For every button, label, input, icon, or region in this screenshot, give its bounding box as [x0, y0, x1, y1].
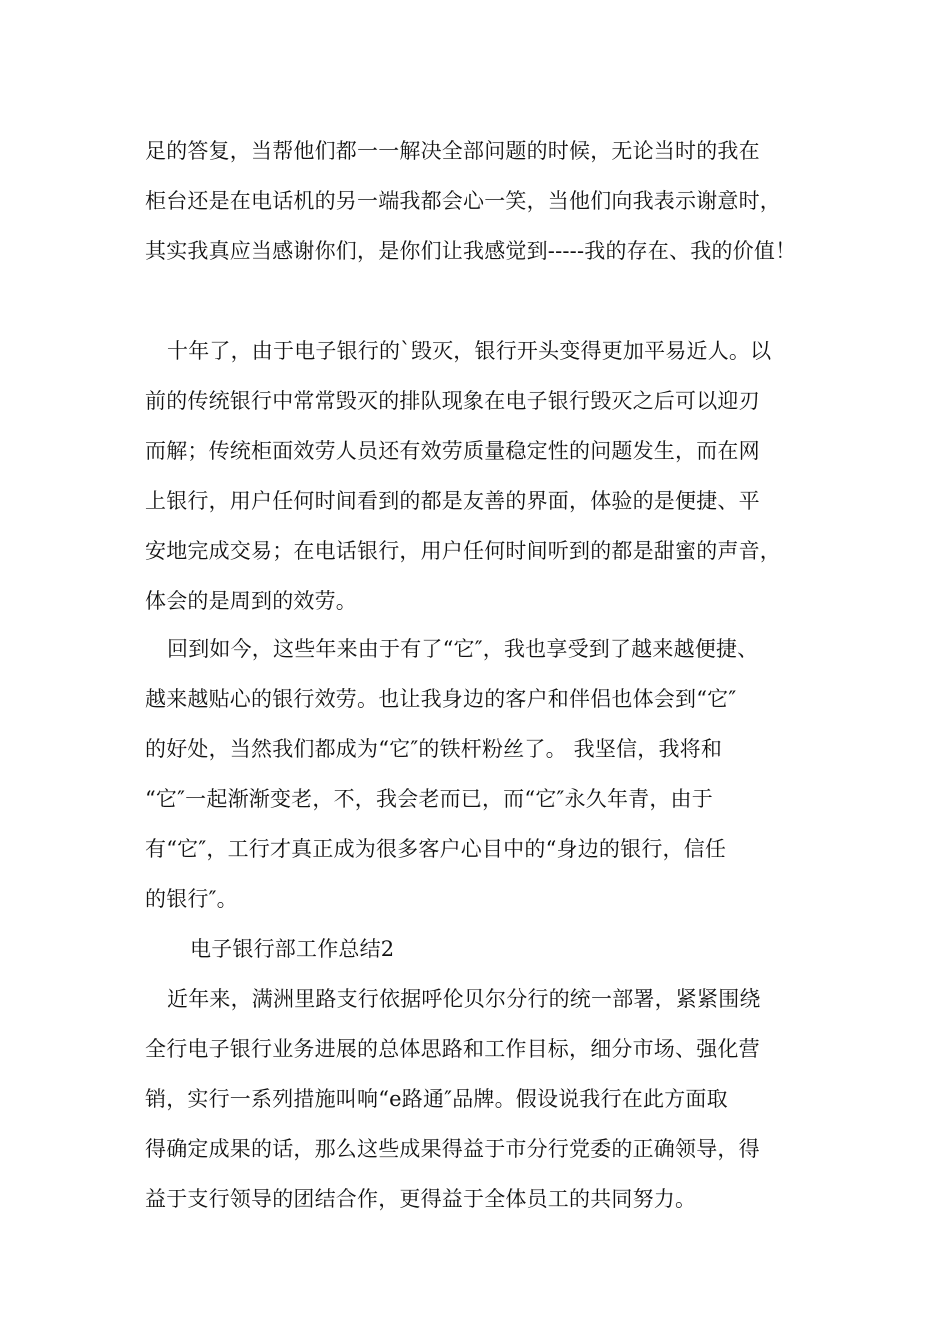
paragraph-line: 体会的是周到的效劳。	[145, 589, 357, 613]
paragraph-line: 有“它″，工行才真正成为很多客户心目中的“身边的银行，信任	[145, 837, 727, 861]
paragraph-line: 安地完成交易；在电话银行，用户任何时间听到的都是甜蜜的声音，	[145, 539, 781, 563]
paragraph-line: 足的答复，当帮他们都一一解决全部问题的时候，无论当时的我在	[145, 139, 760, 163]
paragraph-line: 的好处，当然我们都成为“它″的铁杆粉丝了。 我坚信，我将和	[145, 737, 723, 761]
paragraph-line: 上银行，用户任何时间看到的都是友善的界面，体验的是便捷、平	[145, 489, 760, 513]
paragraph-line: 得确定成果的话，那么这些成果得益于市分行党委的正确领导，得	[145, 1137, 760, 1161]
paragraph-line: 益于支行领导的团结合作，更得益于全体员工的共同努力。	[145, 1187, 697, 1211]
paragraph-line: 其实我真应当感谢你们，是你们让我感觉到-----我的存在、我的价值！	[145, 239, 797, 263]
paragraph-line: 全行电子银行业务进展的总体思路和工作目标，细分市场、强化营	[145, 1037, 760, 1061]
paragraph-line: 近年来，满洲里路支行依据呼伦贝尔分行的统一部署，紧紧围绕	[167, 987, 761, 1011]
paragraph-line: 回到如今，这些年来由于有了“它″，我也享受到了越来越便捷、	[167, 637, 759, 661]
paragraph-line: 越来越贴心的银行效劳。也让我身边的客户和伴侣也体会到“它″	[145, 687, 737, 711]
paragraph-line: “它″一起渐渐变老，不，我会老而已，而“它″永久年青，由于	[145, 787, 713, 811]
paragraph-line: 柜台还是在电话机的另一端我都会心一笑，当他们向我表示谢意时，	[145, 189, 781, 213]
paragraph-line: 的银行″。	[145, 887, 238, 911]
paragraph-line: 十年了，由于电子银行的`毁灭，银行开头变得更加平易近人。以	[167, 339, 772, 363]
paragraph-line: 而解；传统柜面效劳人员还有效劳质量稳定性的问题发生，而在网	[145, 439, 760, 463]
paragraph-line: 销，实行一系列措施叫响“e路通″品牌。假设说我行在此方面取	[145, 1087, 728, 1111]
section-heading: 电子银行部工作总结2	[190, 937, 395, 961]
paragraph-line: 前的传统银行中常常毁灭的排队现象在电子银行毁灭之后可以迎刃	[145, 389, 760, 413]
